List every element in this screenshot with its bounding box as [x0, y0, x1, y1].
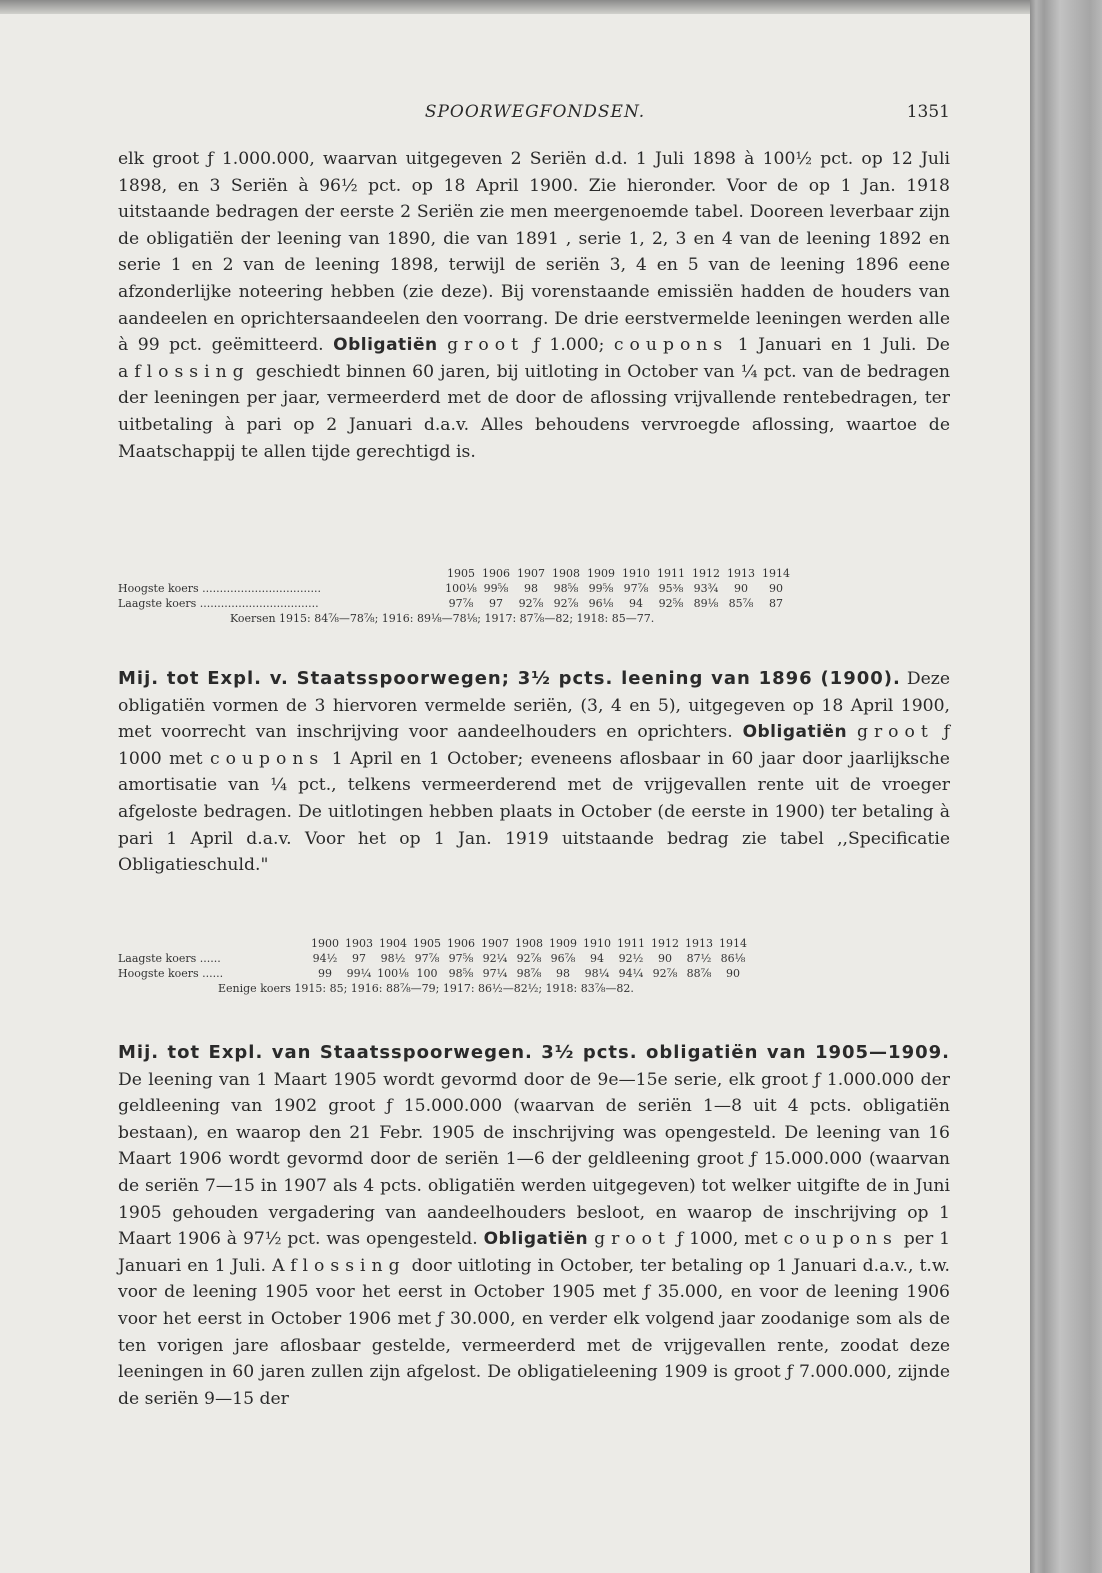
- section-heading: Mij. tot Expl. van Staatsspoorwegen. 3½ pcts. obligatiën van 1905—1909.: [118, 1042, 950, 1063]
- value-cell: 94: [629, 597, 643, 610]
- value-cell: 96⅞: [550, 952, 576, 965]
- value-cell: 97⅞: [448, 597, 474, 610]
- value-cell: 87: [769, 597, 783, 610]
- value-cell: 97⅝: [448, 952, 474, 965]
- year-cell: 1905: [413, 937, 441, 950]
- value-cell: 86⅛: [720, 952, 746, 965]
- value-cell: 97: [489, 597, 503, 610]
- table-header-row: [118, 566, 938, 581]
- page-number: 1351: [906, 102, 950, 122]
- year-cell: 1912: [692, 567, 720, 580]
- value-cell: 100: [416, 967, 438, 980]
- body-text: ƒ 1.000;: [533, 335, 605, 356]
- value-cell: 92⅞: [516, 952, 542, 965]
- spaced-word-coupons: coupons: [613, 335, 729, 356]
- year-cell: 1908: [552, 567, 580, 580]
- year-cell: 1913: [727, 567, 755, 580]
- row-label: Hoogste koers ......: [118, 967, 224, 980]
- year-cell: 1908: [515, 937, 543, 950]
- year-cell: 1911: [657, 567, 685, 580]
- value-cell: 93¾: [693, 582, 719, 595]
- row-label: Laagste koers ..................................: [118, 597, 319, 610]
- page-header: [120, 102, 950, 130]
- value-cell: 92⅞: [553, 597, 579, 610]
- body-text: per 1 Januari en 1 Juli.: [118, 1229, 951, 1276]
- year-cell: 1906: [447, 937, 475, 950]
- value-cell: 94: [590, 952, 604, 965]
- table-note: Eenige koers 1915: 85; 1916: 88⅞—79; 1917: 86½—82½; 1918: 83⅞—82.: [218, 982, 634, 995]
- year-cell: 1913: [685, 937, 713, 950]
- value-cell: 98⅝: [448, 967, 474, 980]
- paragraph: [118, 666, 950, 879]
- value-cell: 98: [524, 582, 538, 595]
- value-cell: 94½: [312, 952, 338, 965]
- spaced-word-aflossing: Aflossing: [272, 1255, 406, 1276]
- value-cell: 92½: [618, 952, 644, 965]
- koers-table-1: [118, 566, 938, 626]
- row-label: Hoogste koers ..................................: [118, 582, 322, 595]
- year-cell: 1914: [762, 567, 790, 580]
- body-text: door uitloting in October, ter betaling op 1 Januari d.a.v., t.w. voor de leening 1905 voor het eerst in October 1905 met ƒ 35.000, en voor de leening 1906 voor het eerst in October 1906 met ƒ 30.000, en verder elk volgend jaar zoodanige som als de ten vorigen jare aflosbaar gestelde, vermeerderd met de vrijgevallen rente, zoodat deze leeningen in 60 jaren zullen zijn afgelost. De obligatieleening 1909 is groot ƒ 7.000.000, zijnde de seriën 9—15 der: [118, 1255, 950, 1409]
- value-cell: 98½: [380, 952, 406, 965]
- value-cell: 96⅛: [588, 597, 614, 610]
- value-cell: 98: [556, 967, 570, 980]
- year-cell: 1903: [345, 937, 373, 950]
- value-cell: 97⅞: [414, 952, 440, 965]
- table-note: Koersen 1915: 84⅞—78⅞; 1916: 89⅛—78⅛; 1917: 87⅞—82; 1918: 85—77.: [230, 612, 655, 625]
- table-note-row: [118, 611, 938, 626]
- value-cell: 95⅜: [658, 582, 684, 595]
- value-cell: 92¼: [482, 952, 508, 965]
- bold-label-obligatien: Obligatiën: [333, 335, 438, 356]
- body-text: 1 April en 1 October; eveneens aflosbaar in 60 jaar door jaarlijksche amortisatie van ¼ pct., telkens vermeerderend met de vrijgevallen rente uit de vroeger afgeloste bedragen. De uitlotingen hebben plaats in October (de eerste in 1900) ter betaling à pari 1 April d.a.v. Voor het op 1 Jan. 1919 uitstaande bedrag zie tabel ,,Specificatie Obligatieschuld.": [118, 748, 950, 876]
- year-cell: 1910: [583, 937, 611, 950]
- body-text: geschiedt binnen 60 jaren, bij uitloting in October van ¼ pct. van de bedragen der leeningen per jaar, vermeerderd met de door de aflossing vrijvallende rentebedragen, ter uitbetaling à pari op 2 Januari d.a.v. Alles behoudens vervroegde aflossing, waartoe de Maatschappij te allen tijde gerechtigd is.: [118, 361, 950, 462]
- value-cell: 99¼: [346, 967, 372, 980]
- section-heading: Mij. tot Expl. v. Staatsspoorwegen; 3½ pcts. leening van 1896 (1900).: [118, 668, 901, 689]
- value-cell: 92⅞: [652, 967, 678, 980]
- value-cell: 97¼: [482, 967, 508, 980]
- value-cell: 98⅝: [553, 582, 579, 595]
- section-1-text: [118, 146, 950, 465]
- value-cell: 100⅛: [445, 582, 477, 595]
- year-cell: 1907: [481, 937, 509, 950]
- year-cell: 1911: [617, 937, 645, 950]
- value-cell: 98¼: [584, 967, 610, 980]
- table-row: [118, 951, 948, 966]
- year-cell: 1906: [482, 567, 510, 580]
- value-cell: 100⅛: [377, 967, 409, 980]
- body-text: De leening van 1 Maart 1905 wordt gevormd door de 9e—15e serie, elk groot ƒ 1.000.000 der geldleening van 1902 groot ƒ 15.000.000 (waarvan de seriën 1—8 uit 4 pcts. obligatiën bestaan), en waarop den 21 Febr. 1905 de inschrijving was opengesteld. De leening van 16 Maart 1906 wordt gevormd door de seriën 1—6 der geldleening groot ƒ 15.000.000 (waarvan de seriën 7—15 in 1907 als 4 pcts. obligatiën werden uitgegeven) tot welker uitgifte de in Juni 1905 gehouden vergadering van aandeelhouders besloot, en waarop de inschrijving op 1 Maart 1906 à 97½ pct. was opengesteld.: [118, 1069, 950, 1250]
- section-2-text: [118, 666, 950, 879]
- paragraph: [118, 1040, 950, 1412]
- section-3-text: [118, 1040, 950, 1412]
- bold-label-obligatien: Obligatiën: [742, 722, 848, 743]
- body-text: ƒ 1000 met: [118, 722, 950, 769]
- spaced-word-coupons: coupons: [209, 748, 325, 769]
- body-text: Deze obligatiën vormen de 3 hiervoren vermelde seriën, (3, 4 en 5), uitgegeven op 18 April 1900, met voorrecht van inschrijving voor aandeelhouders en oprichters.: [118, 669, 950, 743]
- spaced-word-groot: groot: [447, 335, 524, 356]
- table-note-row: [118, 981, 948, 996]
- body-text: elk groot ƒ 1.000.000, waarvan uitgegeven 2 Seriën d.d. 1 Juli 1898 à 100½ pct. op 12 Juli 1898, en 3 Seriën à 96½ pct. op 18 April 1900. Zie hieronder. Voor de op 1 Jan. 1918 uitstaande bedragen der eerste 2 Seriën zie men meergenoemde tabel. Dooreen leverbaar zijn de obligatiën der leening van 1890, die van 1891 , serie 1, 2, 3 en 4 van de leening 1892 en serie 1 en 2 van de leening 1898, terwijl de seriën 3, 4 en 5 van de leening 1896 eene afzonderlijke noteering hebben (zie deze). Bij vorenstaande emissiën hadden de houders van aandeelen en oprichtersaandeelen den voorrang. De drie eerstvermelde leeningen werden alle à 99 pct. geëmitteerd.: [118, 149, 950, 356]
- table-header-row: [118, 936, 948, 951]
- value-cell: 99⅝: [588, 582, 614, 595]
- value-cell: 94¼: [618, 967, 644, 980]
- koers-table-2: [118, 936, 948, 996]
- value-cell: 88⅞: [686, 967, 712, 980]
- value-cell: 90: [726, 967, 740, 980]
- bold-label-obligatien: Obligatiën: [483, 1229, 589, 1250]
- table-row: [118, 581, 938, 596]
- spaced-word-groot: groot: [594, 1229, 671, 1250]
- row-label: Laagste koers ......: [118, 952, 221, 965]
- paragraph: [118, 146, 950, 465]
- spaced-word-aflossing: aflossing: [118, 361, 250, 382]
- body-text: ƒ 1000, met: [676, 1229, 778, 1250]
- value-cell: 85⅞: [728, 597, 754, 610]
- year-cell: 1910: [622, 567, 650, 580]
- year-cell: 1907: [517, 567, 545, 580]
- table-row: [118, 596, 938, 611]
- value-cell: 90: [734, 582, 748, 595]
- value-cell: 90: [658, 952, 672, 965]
- spaced-word-coupons: coupons: [783, 1229, 898, 1250]
- running-title: SPOORWEGFONDSEN.: [424, 102, 646, 122]
- value-cell: 92⅞: [518, 597, 544, 610]
- year-cell: 1909: [587, 567, 615, 580]
- year-cell: 1904: [379, 937, 407, 950]
- value-cell: 97: [352, 952, 366, 965]
- value-cell: 98⅞: [516, 967, 542, 980]
- year-cell: 1900: [311, 937, 339, 950]
- year-cell: 1909: [549, 937, 577, 950]
- value-cell: 99⅝: [483, 582, 509, 595]
- year-cell: 1914: [719, 937, 747, 950]
- spaced-word-groot: groot: [856, 722, 934, 743]
- value-cell: 87½: [686, 952, 712, 965]
- value-cell: 90: [769, 582, 783, 595]
- year-cell: 1912: [651, 937, 679, 950]
- value-cell: 89⅛: [693, 597, 719, 610]
- value-cell: 92⅝: [658, 597, 684, 610]
- body-text: 1 Januari en 1 Juli. De: [737, 335, 950, 356]
- book-page-edge: [1030, 0, 1102, 1573]
- table-row: [118, 966, 948, 981]
- value-cell: 97⅞: [623, 582, 649, 595]
- year-cell: 1905: [447, 567, 475, 580]
- value-cell: 99: [318, 967, 332, 980]
- page-top-edge: [0, 0, 1030, 14]
